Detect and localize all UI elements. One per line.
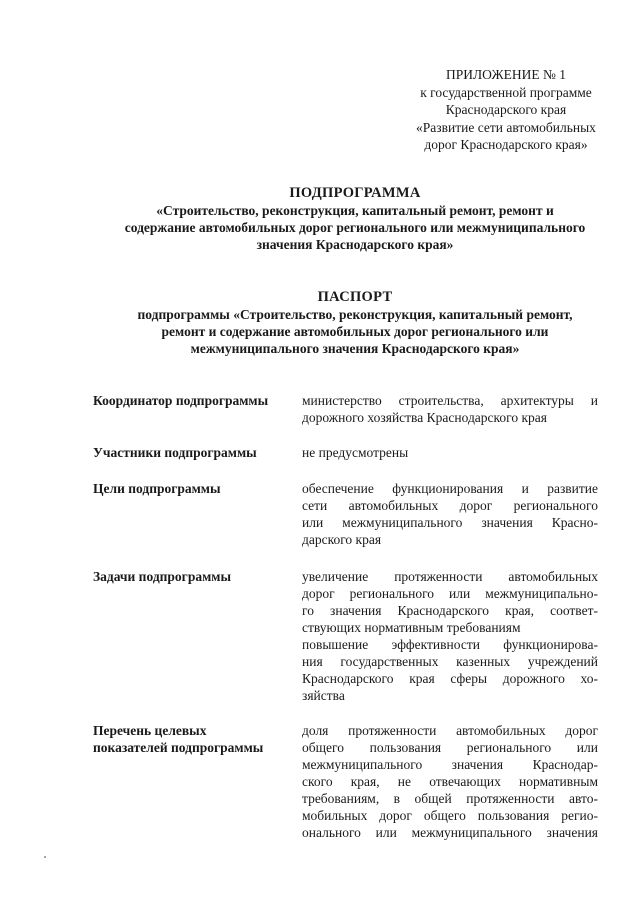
row-value-line: дорожного хозяйства Краснодарского края [302, 410, 548, 425]
subprogram-heading [70, 185, 640, 253]
row-label [93, 480, 293, 497]
row-value-line: доля протяженности автомобильных дорог [302, 723, 598, 738]
row-value-line: ствующих нормативным требованиям [302, 620, 521, 635]
row-label [93, 722, 293, 756]
row-label-line: Задачи подпрограммы [93, 569, 232, 584]
row-value-line: дарского края [302, 532, 382, 547]
row-value-line: повышение эффективности функционирова- [302, 637, 598, 652]
row-label-line: Участники подпрограммы [93, 445, 257, 460]
appendix-line: к государственной программе [420, 84, 592, 100]
subprogram-title: ПОДПРОГРАММА [289, 185, 421, 201]
row-label-line: Координатор подпрограммы [93, 393, 269, 408]
row-value [302, 444, 598, 461]
passport-line: ремонт и содержание автомобильных дорог регионального или [161, 324, 549, 339]
row-value-line: дорог регионального или межмуниципально- [302, 586, 598, 601]
row-value [302, 480, 598, 548]
row-value-line: или межмуниципального значения Красно- [302, 515, 598, 530]
appendix-line: «Развитие сети автомобильных [416, 119, 596, 135]
appendix-block [400, 66, 612, 154]
passport-title: ПАСПОРТ [317, 289, 393, 305]
appendix-line: ПРИЛОЖЕНИЕ № 1 [445, 67, 567, 82]
passport-line: подпрограммы «Строительство, реконструкция, капитальный ремонт, [137, 307, 573, 322]
row-value [302, 722, 598, 841]
row-value-line: не предусмотрены [302, 445, 409, 460]
row-value-line: обеспечение функционирования и развитие [302, 481, 598, 496]
row-value-line: общего пользования регионального или [302, 740, 598, 755]
row-value [302, 392, 598, 426]
row-value-line: го значения Краснодарского края, соответ- [302, 603, 598, 618]
row-value-line: онального или межмуниципального значения [302, 825, 598, 840]
row-label-line: показателей подпрограммы [93, 740, 264, 755]
subprogram-line: «Строительство, реконструкция, капитальный ремонт, ремонт и [156, 203, 554, 218]
row-value [302, 568, 598, 704]
row-value-line: ния государственных казенных учреждений [302, 654, 598, 669]
subprogram-line: содержание автомобильных дорог регионального или межмуниципального [124, 220, 586, 235]
row-value-line: увеличение протяженности автомобильных [302, 569, 598, 584]
row-label-line: Перечень целевых [93, 723, 207, 738]
row-value-line: ского края, не отвечающих нормативным [302, 774, 598, 789]
row-value-line: мобильных дорог общего пользования регио- [302, 808, 598, 823]
row-label-line: Цели подпрограммы [93, 481, 221, 496]
row-value-line: сети автомобильных дорог регионального [302, 498, 598, 513]
scan-speck [44, 856, 46, 858]
row-value-line: Краснодарского края сферы дорожного хо- [302, 671, 598, 686]
passport-heading [70, 289, 640, 357]
appendix-line: Краснодарского края [445, 102, 567, 117]
row-label [93, 444, 293, 461]
row-value-line: зяйства [302, 688, 345, 703]
row-value-line: межмуниципального значения Краснодар- [302, 757, 598, 772]
appendix-line: дорог Краснодарского края» [424, 137, 588, 152]
subprogram-line: значения Краснодарского края» [256, 237, 454, 252]
row-label [93, 568, 293, 585]
row-value-line: требованиям, в общей протяженности авто- [302, 791, 598, 806]
row-value-line: министерство строительства, архитектуры и [302, 393, 598, 408]
row-label [93, 392, 293, 409]
passport-line: межмуниципального значения Краснодарского края» [190, 341, 520, 356]
